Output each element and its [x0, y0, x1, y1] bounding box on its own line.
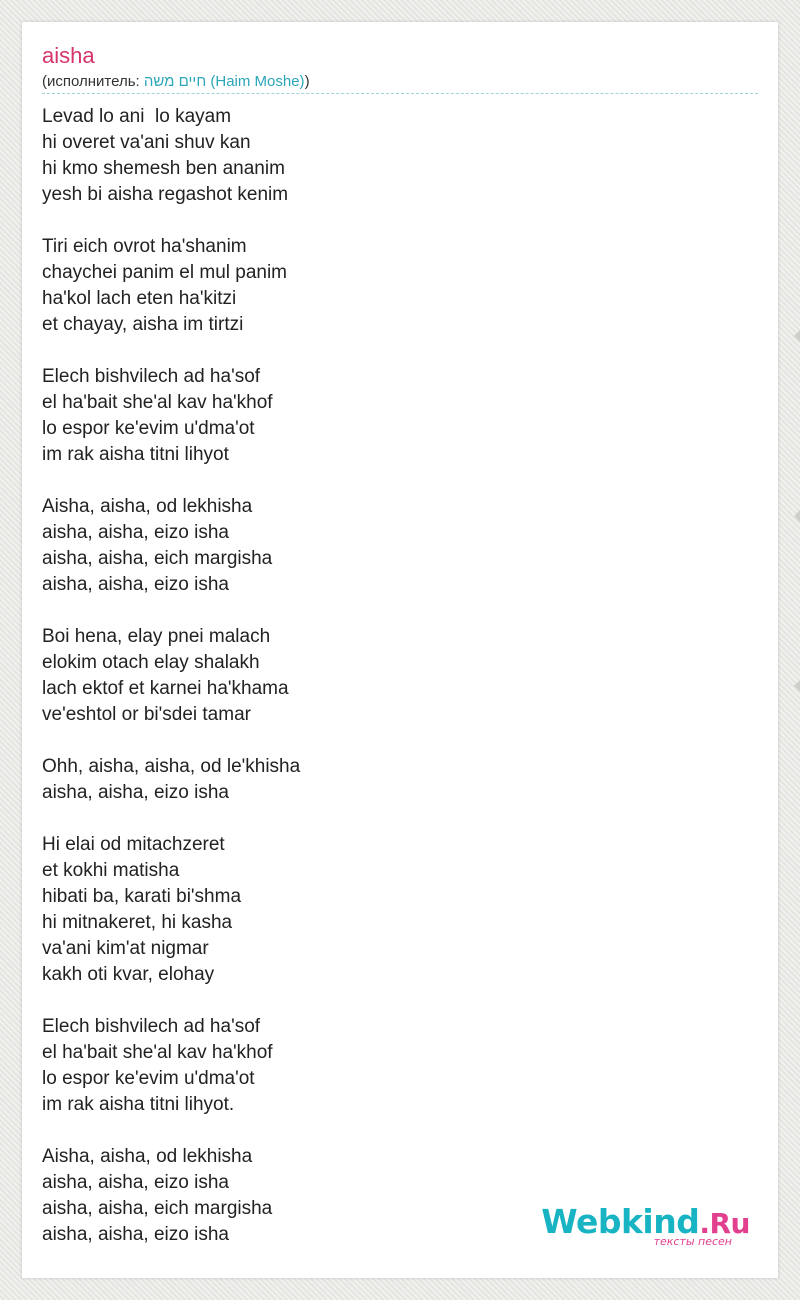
lyrics-stanza [42, 234, 742, 338]
lyrics-stanza [42, 624, 742, 728]
lyrics-stanza [42, 832, 742, 988]
artist-prefix: (исполнитель: [42, 73, 144, 90]
artist-line [42, 72, 310, 92]
lyric-line: hi kmo shemesh ben ananim [42, 158, 285, 179]
lyric-line: kakh oti kvar, elohay [42, 964, 215, 985]
lyric-line: hi mitnakeret, hi kasha [42, 912, 233, 933]
logo-tagline: тексты песен [653, 1235, 732, 1248]
lyric-line: Boi hena, elay pnei malach [42, 626, 271, 647]
lyrics-stanza [42, 104, 742, 208]
lyric-line: el ha'bait she'al kav ha'khof [42, 392, 273, 413]
lyric-line: lo espor ke'evim u'dma'ot [42, 418, 255, 439]
lyric-line: hibati ba, karati bi'shma [42, 886, 242, 907]
lyric-line: hi overet va'ani shuv kan [42, 132, 251, 153]
title-divider [42, 93, 758, 94]
page-edge-marker [794, 680, 800, 692]
lyric-line: aisha, aisha, eich margisha [42, 1198, 273, 1219]
lyric-line: Hi elai od mitachzeret [42, 834, 225, 855]
lyric-line: im rak aisha titni lihyot. [42, 1094, 235, 1115]
logo-tld: .Ru [699, 1207, 750, 1240]
lyric-line: chaychei panim el mul panim [42, 262, 288, 283]
lyrics-stanza [42, 364, 742, 468]
lyrics-stanza [42, 754, 742, 806]
lyric-line: lo espor ke'evim u'dma'ot [42, 1068, 255, 1089]
lyric-line: Tiri eich ovrot ha'shanim [42, 236, 247, 257]
lyric-line: aisha, aisha, eizo isha [42, 1224, 229, 1245]
lyric-line: aisha, aisha, eizo isha [42, 574, 229, 595]
lyric-line: lach ektof et karnei ha'khama [42, 678, 289, 699]
page-edge-marker [794, 330, 800, 342]
artist-link[interactable]: חיים משה (Haim Moshe) [143, 73, 305, 90]
lyric-line: yesh bi aisha regashot kenim [42, 184, 289, 205]
lyric-line: Elech bishvilech ad ha'sof [42, 366, 261, 387]
lyrics-stanza [42, 1014, 742, 1118]
artist-suffix: ) [304, 73, 310, 90]
lyric-line: Aisha, aisha, od lekhisha [42, 496, 253, 517]
lyric-line: im rak aisha titni lihyot [42, 444, 229, 465]
logo-name: Webkind [541, 1202, 700, 1241]
lyric-line: aisha, aisha, eizo isha [42, 1172, 229, 1193]
song-title: aisha [42, 43, 95, 68]
lyrics-card [22, 22, 778, 1278]
lyric-line: el ha'bait she'al kav ha'khof [42, 1042, 273, 1063]
lyric-line: va'ani kim'at nigmar [42, 938, 209, 959]
lyric-line: aisha, aisha, eich margisha [42, 548, 273, 569]
lyrics-stanza [42, 494, 742, 598]
lyric-line: ve'eshtol or bi'sdei tamar [42, 704, 251, 725]
lyric-line: Ohh, aisha, aisha, od le'khisha [42, 756, 301, 777]
lyric-line: ha'kol lach eten ha'kitzi [42, 288, 237, 309]
lyric-line: et chayay, aisha im tirtzi [42, 314, 244, 335]
lyric-line: aisha, aisha, eizo isha [42, 522, 229, 543]
lyric-line: et kokhi matisha [42, 860, 180, 881]
lyrics-body [42, 104, 742, 1274]
lyric-line: aisha, aisha, eizo isha [42, 782, 229, 803]
lyric-line: elokim otach elay shalakh [42, 652, 260, 673]
site-logo[interactable] [541, 1202, 750, 1248]
page-edge-marker [794, 510, 800, 522]
lyric-line: Elech bishvilech ad ha'sof [42, 1016, 261, 1037]
lyric-line: Aisha, aisha, od lekhisha [42, 1146, 253, 1167]
lyric-line: Levad lo ani lo kayam [42, 106, 232, 127]
